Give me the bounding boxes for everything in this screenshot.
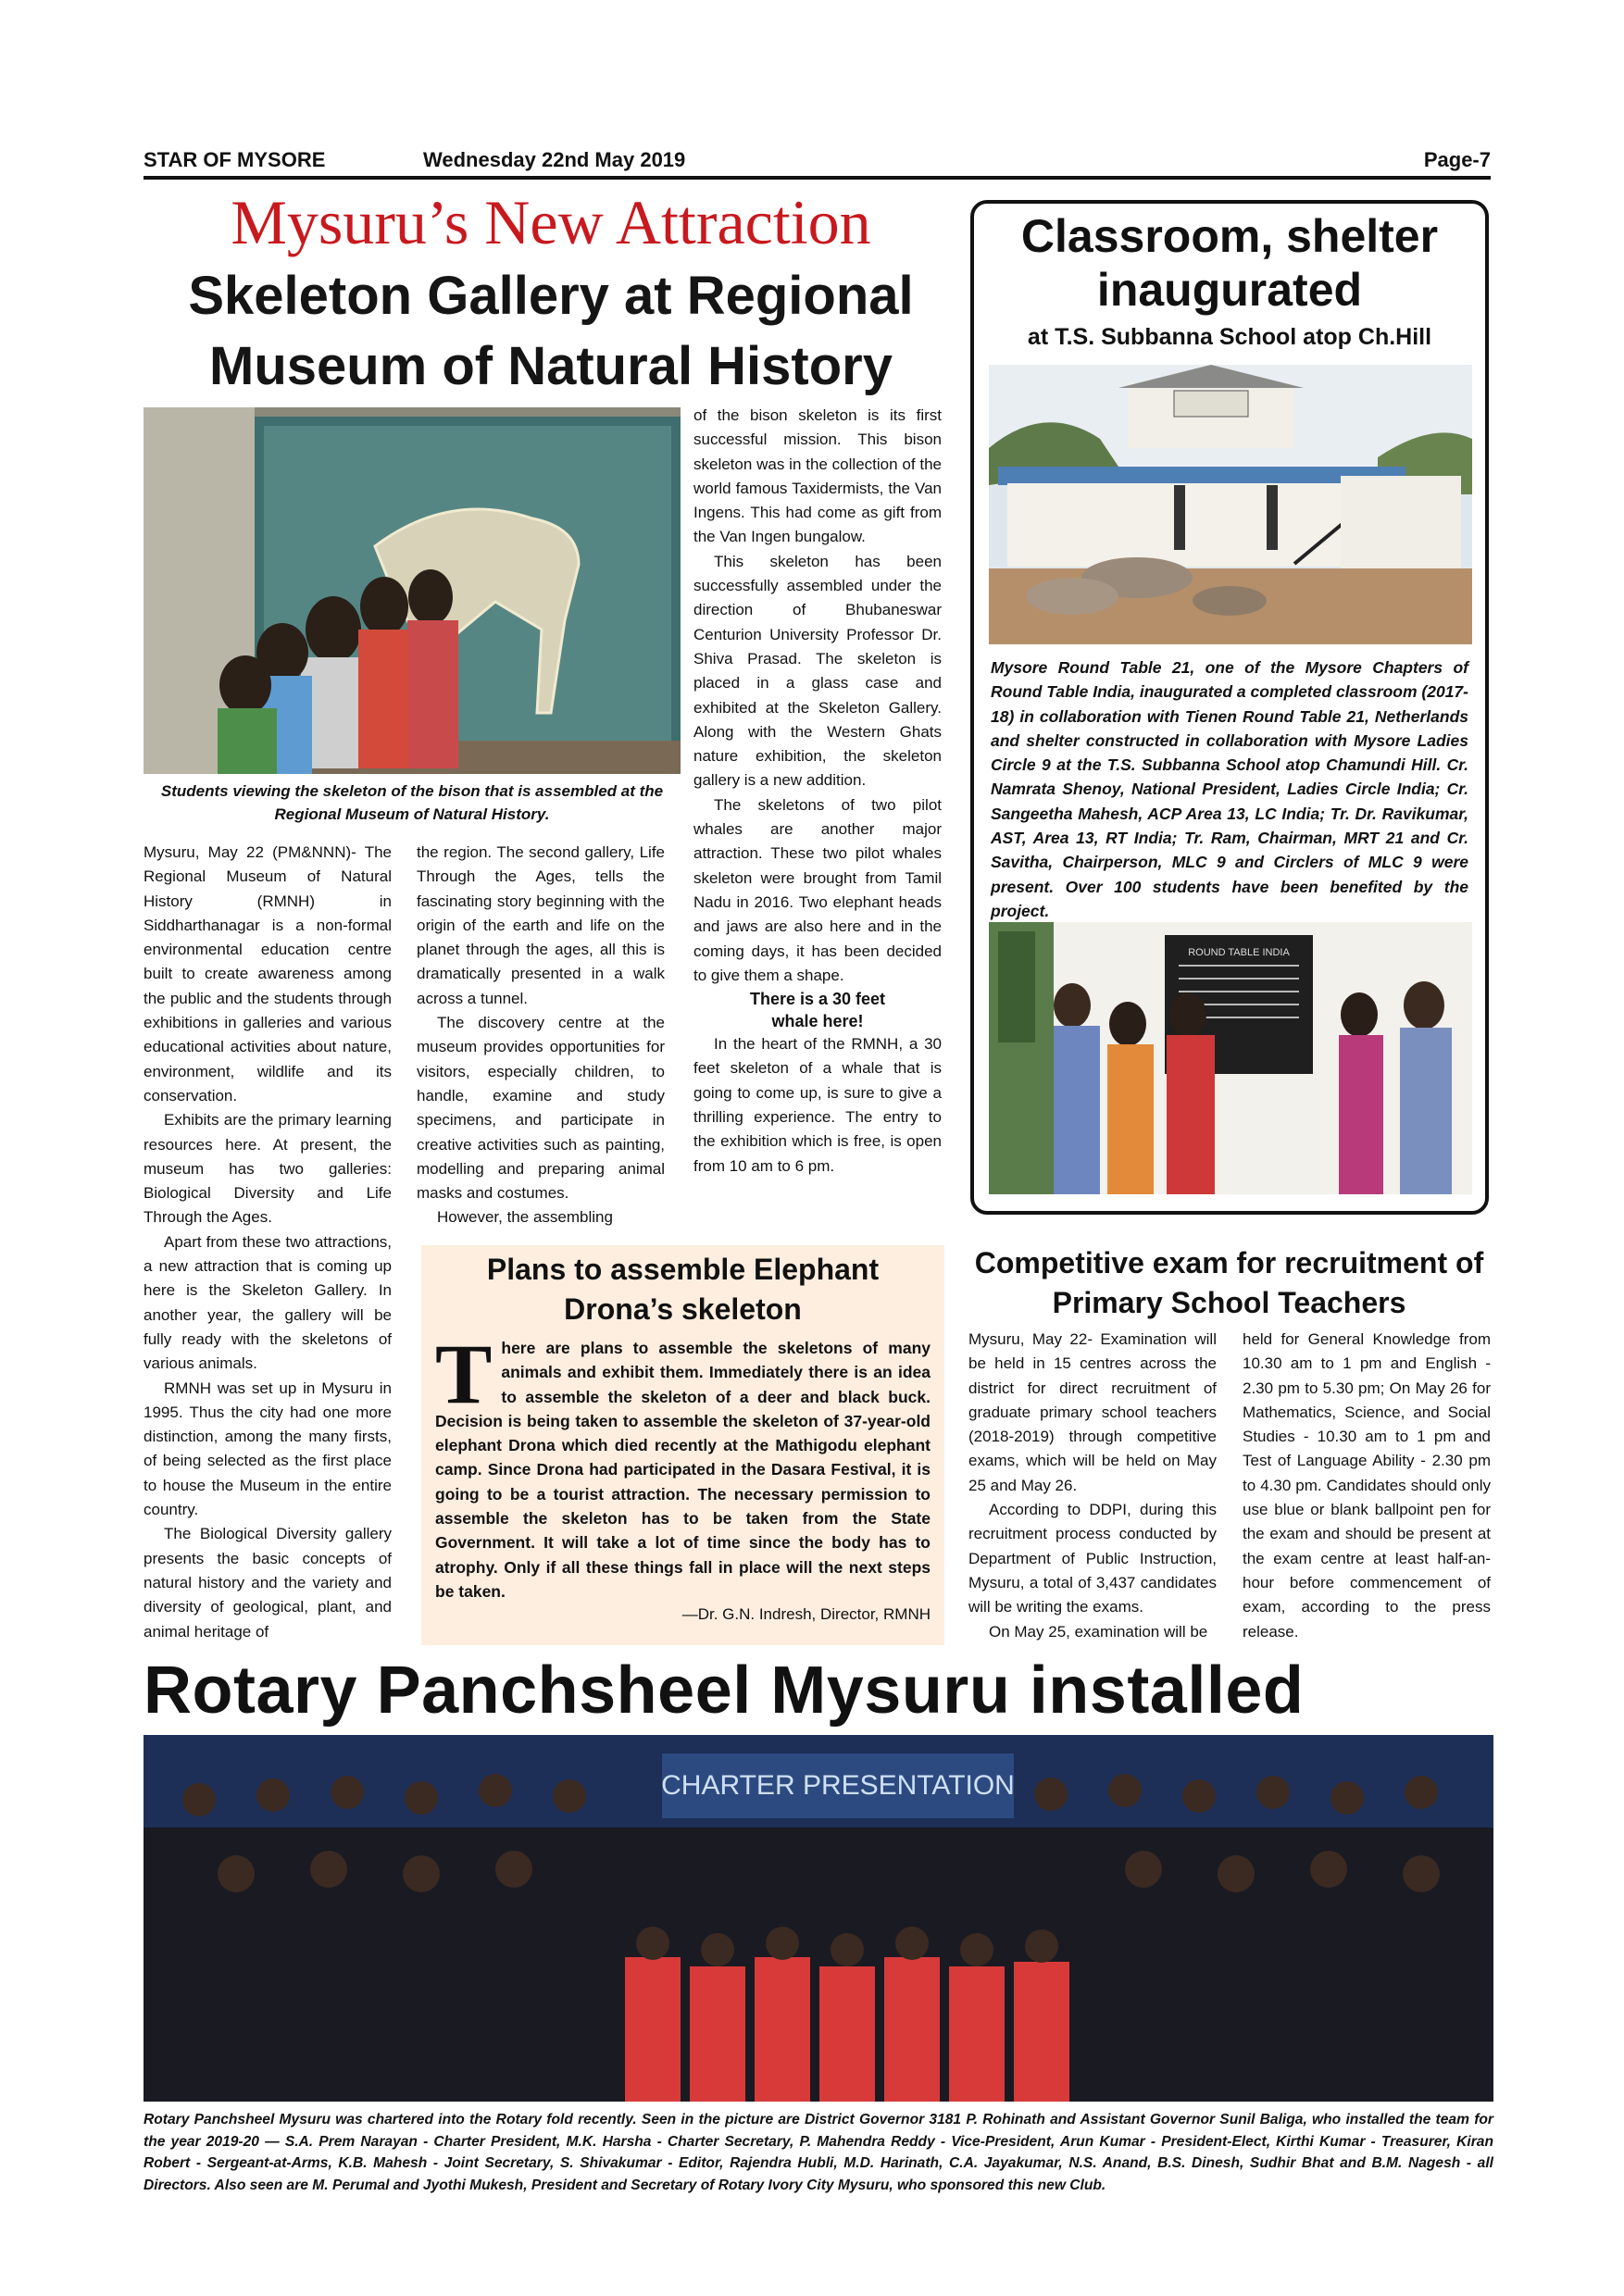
paragraph: The discovery centre at the museum provides opportunities for visitors, especially children, to handle, examine and study specimens, and participate in creative activities such as painting, modelling and preparing animal masks and costumes. [417, 1014, 665, 1203]
school-building-photo [989, 365, 1472, 644]
elephant-body-text: here are plans to assemble the skeletons of many animals and exhibit them. Immediately there is an idea to assemble the skeleton of a deer and black buck. Decision is being taken to assemble the skeleton of 37-year-old elephant Drona which died recently at the Mathigodu elephant camp. Since Drona had participated in the Dasara Festival, it is going to be a tourist attraction. The necessary permission to assemble the skeleton has to be taken from the State Government. It will take a lot of time since the body has to atrophy. Only if all these things fall in place will the next steps be taken. [435, 1339, 931, 1601]
paragraph: This skeleton has been successfully assembled under the direction of Bhubaneswar Centurion University Professor Dr. Shiva Prasad. The skeleton is placed in a glass case and exhibited at the Skeleton Gallery. Along with the Western Ghats nature exhibition, the skeleton gallery is a new addition. [693, 552, 942, 790]
school-building-illustration [989, 365, 1472, 644]
paragraph: According to DDPI, during this recruitment process conducted by Department of Public Instruction, Mysuru, a total of 3,437 candidates will be writing the exams. [968, 1501, 1217, 1616]
lead-headline: Skeleton Gallery at Regional Museum of Natural History [188, 266, 914, 396]
paragraph: Mysuru, May 22 (PM&NNN)- The Regional Museum of Natural History (RMNH) in Siddharthanagar is a non-formal environmental education centre built to create awareness among the public and the students through exhibitions in galleries and various educational activities about nature, environment, wildlife and its conservation. [144, 843, 392, 1104]
page-number: Page-7 [1423, 148, 1491, 171]
classroom-subheadline: at T.S. Subbanna School atop Ch.Hill [1027, 324, 1432, 350]
paragraph: of the bison skeleton is its first successful mission. This bison skeleton was in the collection of the world famous Taxidermists, the Van Ingens. This had come as gift from the Van Ingen bungalow. [693, 406, 942, 546]
lead-kicker: Mysuru’s New Attraction [231, 187, 871, 257]
inauguration-illustration [989, 922, 1472, 1194]
whale-subhead: There is a 30 feet whale here! [749, 990, 886, 1031]
rotary-group-photo [144, 1735, 1493, 2102]
banner-text: CHARTER PRESENTATION [661, 1770, 1015, 1801]
drop-cap: T [435, 1327, 493, 1421]
paragraph: In the heart of the RMNH, a 30 feet skeleton of a whale that is going to come up, is sure to give a thrilling experience. The entry to the exhibition which is free, is open from 10 am to 6 pm. [693, 1035, 942, 1175]
paper-name: STAR OF MYSORE [144, 148, 326, 171]
paragraph: Apart from these two attractions, a new attraction that is coming up here is the Skeleton Gallery. In another year, the gallery will be fully ready with the skeletons of various animals. [144, 1232, 392, 1373]
paragraph: the region. The second gallery, Life Through the Ages, tells the fascinating story beginning with the origin of the earth and life on the planet through the ages, all this is dramatically presented in a walk across a tunnel. [417, 843, 665, 1007]
paragraph: Mysuru, May 22- Examination will be held in 15 centres across the district for direct recruitment of graduate primary school teachers (2018-2019) through competitive exams, which will be held on May 25 and May 26. [968, 1330, 1217, 1494]
rotary-group-illustration [144, 1735, 1493, 2102]
plaque-text: ROUND TABLE INDIA [1188, 947, 1290, 958]
lead-column-3 [693, 404, 942, 1179]
elephant-body [435, 1327, 931, 1603]
paragraph: On May 25, examination will be [989, 1622, 1208, 1641]
bison-photo-caption: Students viewing the skeleton of the bison that is assembled at the Regional Museum of Natural History. [160, 782, 664, 823]
paragraph: However, the assembling [437, 1208, 613, 1227]
issue-date: Wednesday 22nd May 2019 [423, 148, 686, 171]
exam-column-2 [1243, 1328, 1491, 1644]
bison-skeleton-illustration [144, 407, 681, 774]
paragraph: held for General Knowledge from 10.30 am to 1 pm and English - 2.30 pm to 5.30 pm; On May 26 for Mathematics, Science, and Social Studies - 10.30 am to 1 pm and Test of Language Ability - 2.30 pm to 4.30 pm. Candidates should only use blue or blank ballpoint pen for the exam and should be present at the exam centre at least half-an-hour before commencement of exam, according to the press release. [1243, 1330, 1491, 1641]
classroom-headline: Classroom, shelter inaugurated [1020, 210, 1439, 316]
masthead [144, 146, 1491, 180]
elephant-attribution: —Dr. G.N. Indresh, Director, RMNH [681, 1605, 931, 1623]
paragraph: Exhibits are the primary learning resources here. At present, the museum has two galleries: Biological Diversity and Life Through the Ages. [144, 1111, 392, 1227]
rotary-caption: Rotary Panchsheel Mysuru was chartered into the Rotary fold recently. Seen in the picture are District Governor 3181 P. Rohinath and Assistant Governor Sunil Baliga, who installed the team for the year 2019-20 — S.A. Prem Narayan - Charter President, M.K. Harsha - Charter Secretary, P. Mahendra Reddy - Vice-President, Arun Kumar - President-Elect, Kirthi Kumar - Treasurer, Kiran Robert - Sergeant-at-Arms, K.B. Mahesh - Joint Secretary, S. Shivakumar - Editor, Rajendra Hubli, M.D. Harinath, C.A. Jayakumar, N.S. Anand, B.S. Dinesh, Sudhir Bhat and B.M. Nagesh - all Directors. Also seen are M. Perumal and Jyothi Mukesh, President and Secretary of Rotary Ivory City Mysuru, who sponsored this new Club. [144, 2112, 1493, 2193]
bison-photo [144, 407, 681, 774]
paragraph: The Biological Diversity gallery presents the basic concepts of natural history and the variety and diversity of geological, plant, and animal heritage of [144, 1525, 392, 1641]
paragraph: RMNH was set up in Mysuru in 1995. Thus the city had one more distinction, among the many firsts, of being selected as the first place to house the Museum in the entire country. [144, 1379, 392, 1519]
classroom-caption: Mysore Round Table 21, one of the Mysore Chapters of Round Table India, inaugurated a completed classroom (2017-18) in collaboration with Tienen Round Table 21, Netherlands and shelter constructed in collaboration with Mysore Ladies Circle 9 at the T.S. Subbanna School atop Chamundi Hill. Cr. Namrata Shenoy, National President, Ladies Circle India; Cr. Sangeetha Mahesh, ACP Area 13, LC India; Tr. Dr. Ravikumar, AST, Area 13, RT India; Tr. Ram, Chairman, MRT 21 and Cr. Savitha, Chairperson, MLC 9 and Circlers of MLC 9 were present. Over 100 students have been benefited by the project. [991, 658, 1468, 920]
exam-column-1 [968, 1328, 1217, 1644]
lead-column-2 [417, 841, 665, 1230]
rotary-headline: Rotary Panchsheel Mysuru installed [144, 1653, 1305, 1728]
paragraph: The skeletons of two pilot whales are another major attraction. These two pilot whales skeleton were brought from Tamil Nadu in 2016. Two elephant heads and jaws are also here and in the coming days, it has been decided to give them a shape. [693, 795, 942, 984]
inauguration-photo [989, 922, 1472, 1194]
elephant-headline: Plans to assemble Elephant Drona’s skeleton [486, 1253, 880, 1326]
exam-headline: Competitive exam for recruitment of Primary School Teachers [974, 1246, 1484, 1319]
lead-column-1 [144, 841, 392, 1644]
